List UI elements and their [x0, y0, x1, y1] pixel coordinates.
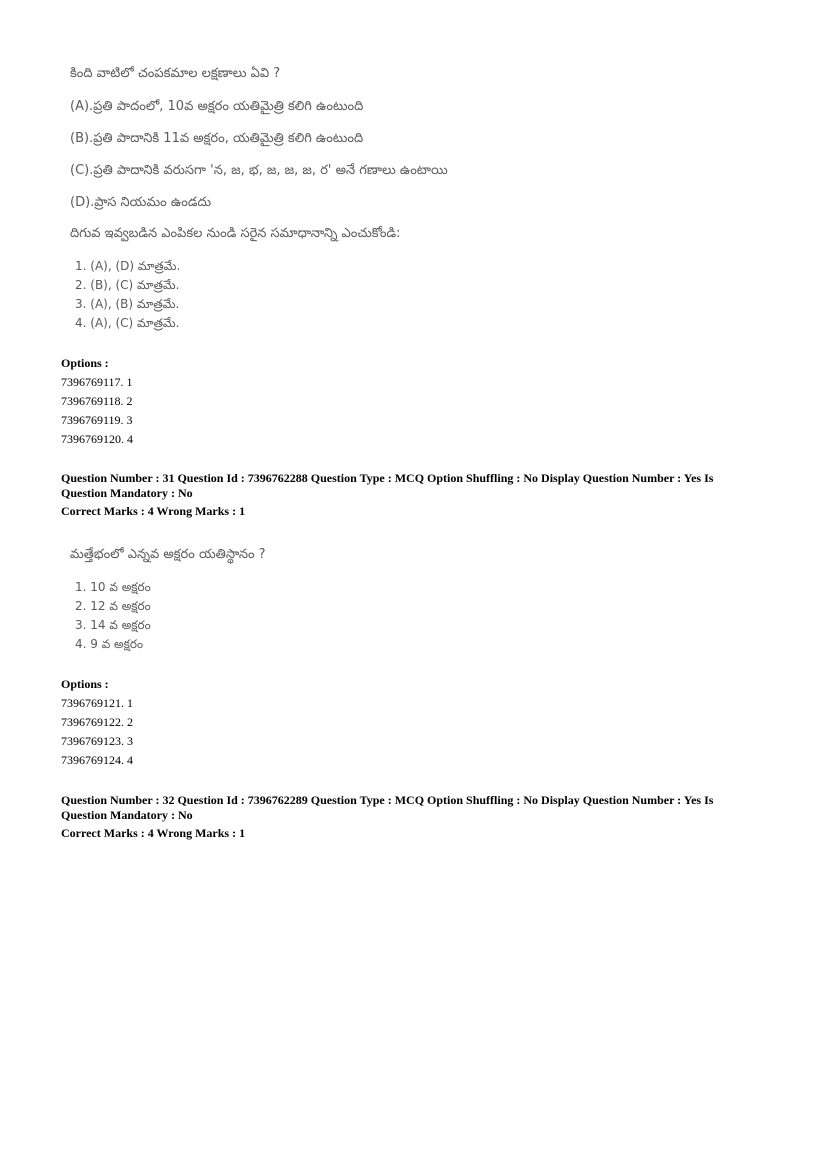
question-31-stem: మత్తేభంలో ఎన్నవ అక్షరం యతిస్థానం ?: [70, 547, 266, 562]
choice-4: 4. (A), (C) మాత్రమే.: [75, 316, 180, 330]
option-item: 7396769119. 3: [61, 413, 133, 427]
question-31-marks: Correct Marks : 4 Wrong Marks : 1: [61, 504, 246, 518]
question-31-meta: [61, 471, 761, 519]
choice-3: 3. (A), (B) మాత్రమే.: [75, 297, 180, 311]
option-item: 7396769122. 2: [61, 715, 133, 729]
option-item: 7396769118. 2: [61, 394, 133, 408]
question-32-meta: [61, 793, 761, 841]
question-30-instruction: దిగువ ఇవ్వబడిన ఎంపికల నుండి సరైన సమాధానాన్ని ఎంచుకోండి:: [70, 226, 401, 241]
question-30-options: [61, 354, 133, 449]
choice-1: 1. (A), (D) మాత్రమే.: [75, 259, 181, 273]
question-30-stem: కింది వాటిలో చంపకమాల లక్షణాలు ఏవి ?: [70, 66, 281, 81]
option-item: 7396769124. 4: [61, 753, 133, 767]
option-item: 7396769121. 1: [61, 696, 133, 710]
option-item: 7396769123. 3: [61, 734, 133, 748]
options-label: Options :: [61, 356, 109, 370]
choice-2: 2. 12 వ అక్షరం: [75, 599, 151, 613]
question-31-options: [61, 675, 133, 770]
question-31-meta-line2: Question Mandatory : No: [61, 486, 193, 500]
choice-3: 3. 14 వ అక్షరం: [75, 618, 151, 632]
question-32-meta-line1: Question Number : 32 Question Id : 7396762289 Question Type : MCQ Option Shuffling : No Display Question Number : Yes Is: [61, 793, 714, 807]
choice-4: 4. 9 వ అక్షరం: [75, 637, 144, 651]
question-32-marks: Correct Marks : 4 Wrong Marks : 1: [61, 826, 246, 840]
question-31-meta-line1: Question Number : 31 Question Id : 7396762288 Question Type : MCQ Option Shuffling : No Display Question Number : Yes Is: [61, 471, 714, 485]
statement-a: (A).ప్రతి పాదంలో, 10వ అక్షరం యతిమైత్రి కలిగి ఉంటుంది: [70, 99, 364, 114]
statement-b: (B).ప్రతి పాదానికి 11వ అక్షరం, యతిమైత్రి కలిగి ఉంటుంది: [70, 131, 364, 146]
option-item: 7396769117. 1: [61, 375, 133, 389]
options-label: Options :: [61, 677, 109, 691]
choice-2: 2. (B), (C) మాత్రమే.: [75, 278, 180, 292]
choice-1: 1. 10 వ అక్షరం: [75, 580, 151, 594]
statement-d: (D).ప్రాస నియమం ఉండదు: [70, 195, 212, 210]
question-32-meta-line2: Question Mandatory : No: [61, 808, 193, 822]
option-item: 7396769120. 4: [61, 432, 133, 446]
statement-c: (C).ప్రతి పాదానికి వరుసగా 'న, జ, భ, జ, జ, జ, ర' అనే గణాలు ఉంటాయి: [70, 163, 448, 178]
